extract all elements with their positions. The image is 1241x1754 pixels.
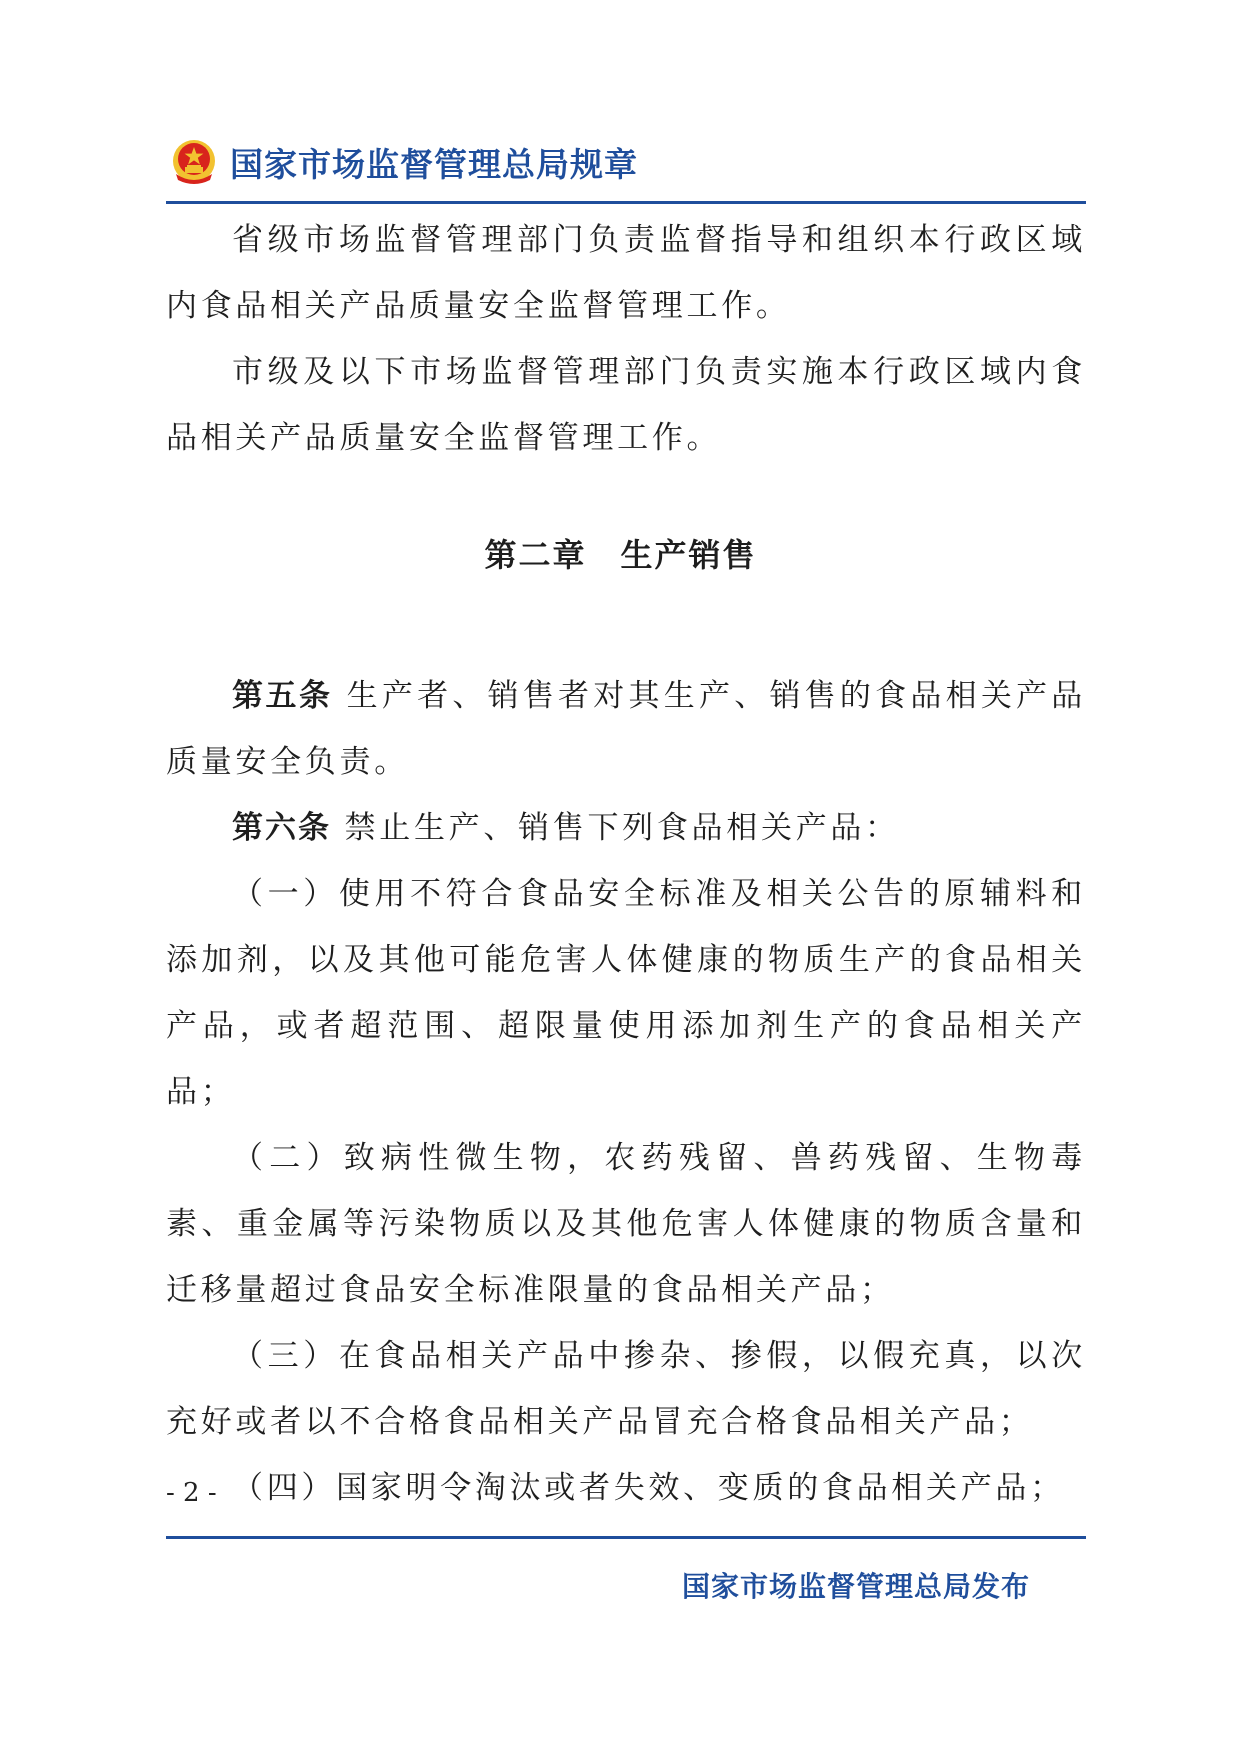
national-emblem-icon: [170, 138, 218, 186]
articles-text: [166, 663, 1086, 1521]
article-label: 第六条: [232, 810, 331, 846]
list-item: （四）国家明令淘汰或者失效、变质的食品相关产品；: [232, 1470, 1065, 1506]
list-item: （三）在食品相关产品中掺杂、掺假，以假充真，以次充好或者以不合格食品相关产品冒充合格食品相关产品；: [166, 1338, 1086, 1440]
article-5: [166, 663, 1086, 795]
header-divider: [166, 201, 1086, 204]
chapter-heading: 第二章 生产销售: [484, 536, 757, 574]
footer-divider: [166, 1536, 1086, 1539]
list-item: （一）使用不符合食品安全标准及相关公告的原辅料和添加剂，以及其他可能危害人体健康的物质生产的食品相关产品，或者超范围、超限量使用添加剂生产的食品相关产品；: [166, 876, 1086, 1110]
paragraph: 省级市场监督管理部门负责监督指导和组织本行政区域内食品相关产品质量安全监督管理工作。: [166, 222, 1086, 324]
paragraph: 市级及以下市场监督管理部门负责实施本行政区域内食品相关产品质量安全监督管理工作。: [166, 354, 1086, 456]
article-text: 生产者、销售者对其生产、销售的食品相关产品质量安全负责。: [166, 678, 1086, 780]
article-label: 第五条: [232, 678, 333, 714]
article-text: 禁止生产、销售下列食品相关产品：: [331, 810, 900, 846]
header-title: 国家市场监督管理总局规章: [230, 144, 638, 184]
page-number: - 2 -: [166, 1478, 217, 1508]
page-header: [170, 132, 638, 192]
article-6: [166, 795, 1086, 861]
footer-publisher: 国家市场监督管理总局发布: [681, 1570, 1030, 1603]
intro-text: [166, 207, 1086, 471]
list-item: （二）致病性微生物，农药残留、兽药残留、生物毒素、重金属等污染物质以及其他危害人体健康的物质含量和迁移量超过食品安全标准限量的食品相关产品；: [166, 1140, 1086, 1308]
